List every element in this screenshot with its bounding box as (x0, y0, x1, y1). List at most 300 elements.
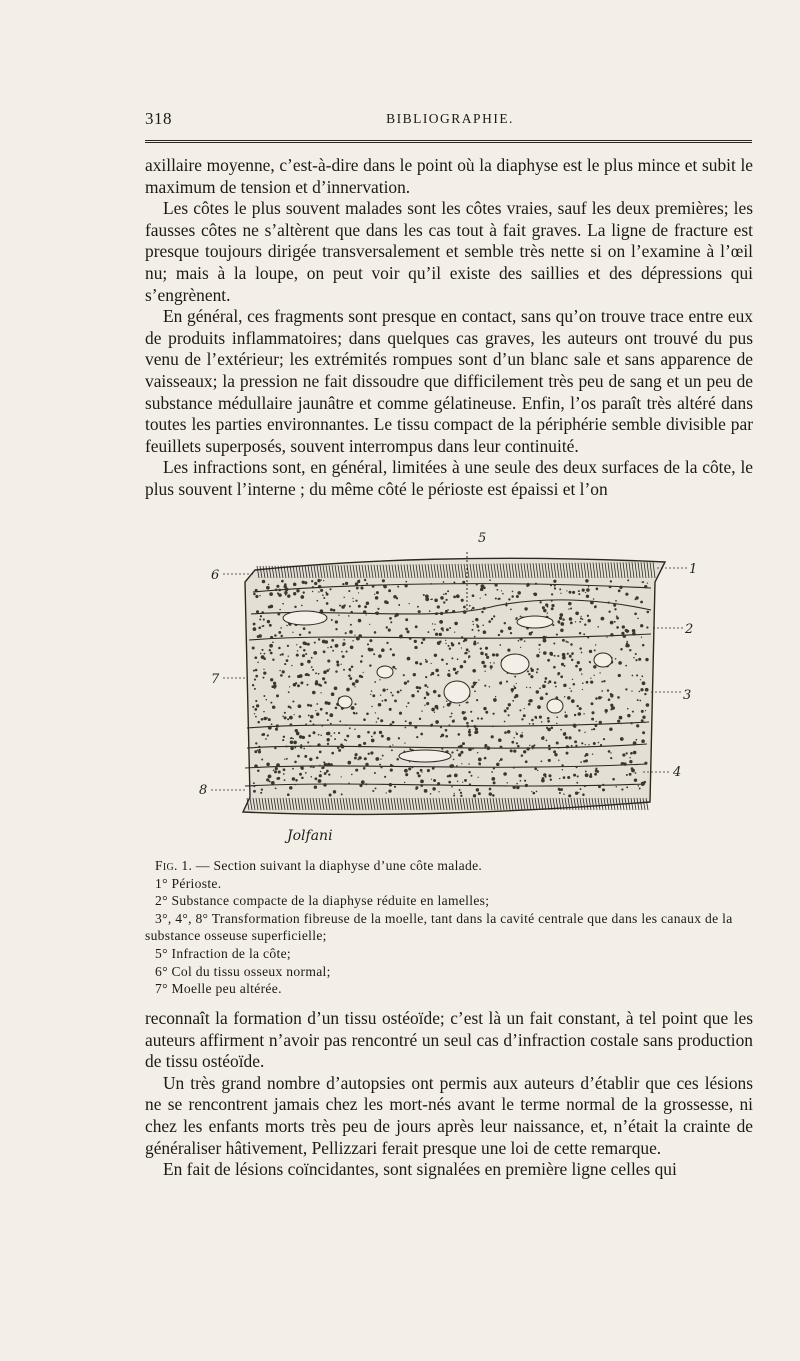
marrow-dot (610, 580, 612, 582)
marrow-dot (594, 606, 597, 609)
marrow-dot (499, 760, 500, 761)
marrow-dot (319, 774, 322, 777)
marrow-dot (545, 776, 547, 778)
marrow-dot (469, 605, 471, 607)
marrow-dot (559, 588, 561, 590)
marrow-dot (640, 688, 643, 691)
marrow-dot (579, 632, 581, 634)
marrow-dot (363, 742, 366, 745)
marrow-dot (582, 793, 585, 796)
marrow-dot (439, 633, 442, 636)
marrow-dot (516, 683, 517, 684)
marrow-dot (350, 611, 352, 613)
caption-item: 2° Substance compacte de la diaphyse réduite en lamelles; (155, 893, 490, 909)
marrow-dot (569, 655, 572, 658)
marrow-dot (286, 758, 288, 760)
marrow-dot (387, 737, 391, 741)
marrow-dot (307, 660, 311, 664)
marrow-dot (591, 711, 594, 714)
marrow-dot (471, 775, 473, 777)
marrow-dot (300, 681, 303, 684)
marrow-dot (326, 732, 329, 735)
marrow-dot (480, 652, 483, 655)
marrow-dot (554, 681, 557, 684)
marrow-dot (414, 646, 417, 649)
marrow-dot (366, 583, 368, 585)
marrow-dot (323, 783, 327, 787)
marrow-dot (330, 735, 332, 737)
marrow-dot (626, 643, 628, 645)
marrow-dot (309, 720, 311, 722)
marrow-dot (271, 685, 274, 688)
marrow-dot (497, 598, 499, 600)
marrow-dot (254, 688, 256, 690)
marrow-dot (335, 670, 337, 672)
marrow-dot (578, 593, 580, 595)
marrow-dot (312, 724, 314, 726)
caption-item: 7° Moelle peu altérée. (155, 981, 282, 997)
marrow-dot (382, 700, 384, 702)
marrow-dot (594, 724, 597, 727)
marrow-dot (607, 689, 609, 691)
marrow-dot (279, 670, 281, 672)
marrow-dot (324, 681, 327, 684)
marrow-dot (481, 661, 485, 665)
marrow-dot (633, 657, 635, 659)
marrow-dot (333, 609, 336, 612)
marrow-dot (482, 624, 484, 626)
marrow-dot (468, 657, 469, 658)
marrow-dot (288, 676, 290, 678)
marrow-dot (449, 627, 451, 629)
marrow-dot (379, 731, 382, 734)
marrow-dot (485, 653, 488, 656)
marrow-dot (276, 777, 279, 780)
marrow-dot (456, 765, 458, 767)
marrow-dot (312, 766, 314, 768)
marrow-dot (260, 653, 262, 655)
marrow-dot (577, 661, 580, 664)
marrow-dot (584, 624, 586, 626)
marrow-dot (392, 721, 395, 724)
marrow-dot (301, 767, 304, 770)
marrow-dot (599, 672, 600, 673)
marrow-dot (605, 709, 608, 712)
marrow-dot (618, 661, 622, 665)
marrow-dot (320, 589, 323, 592)
marrow-dot (569, 688, 570, 689)
marrow-dot (363, 767, 366, 770)
marrow-dot (284, 759, 285, 760)
marrow-dot (310, 765, 312, 767)
paragraph: Les côtes le plus souvent malades sont les côtes vraies, sauf les deux premières; les fausses côtes ne s’altèrent que dans les cas tout à fait graves. La ligne de fracture est presque toujours dirigée transversalement et semble très nette si on l’examine à l’œil nu; mais à la loupe, on peut voir qu’il existe des saillies et des dépressions qui s’engrènent. (145, 198, 753, 305)
marrow-dot (483, 607, 486, 610)
marrow-dot (354, 728, 356, 730)
caption-item: 6° Col du tissu osseux normal; (155, 963, 331, 979)
marrow-dot (584, 732, 585, 733)
marrow-dot (563, 732, 566, 735)
marrow-dot (593, 598, 595, 600)
marrow-dot (326, 602, 329, 605)
marrow-dot (263, 695, 265, 697)
marrow-dot (572, 591, 575, 594)
marrow-dot (528, 673, 530, 675)
marrow-dot (443, 601, 445, 603)
marrow-dot (355, 679, 359, 683)
marrow-dot (562, 656, 566, 660)
marrow-dot (578, 729, 580, 731)
marrow-dot (334, 732, 336, 734)
marrow-dot (377, 608, 379, 610)
marrow-dot (636, 674, 638, 676)
paragraph: En général, ces fragments sont presque en contact, sans qu’on trouve trace entre eux de produits inflammatoires; dans quelques cas graves, les auteurs ont trouvé du pus venu de l’extérieur; les extrémités rompues sont d’un blanc sale et sans apparence de vaisseaux; la pression ne fait dissoudre que difficilement très peu de sang et un peu de substance médullaire jaunâtre et comme gélatineuse. Enfin, l’os paraît très altéré dans toutes les parties environnantes. Le tissu compact de la périphérie semble divisible par feuillets superposés, souvent interrompus dans leur continuité. (145, 306, 753, 456)
marrow-dot (372, 585, 375, 588)
marrow-dot (371, 739, 375, 743)
marrow-dot (293, 683, 297, 687)
label-2: 2 (685, 622, 694, 637)
marrow-dot (262, 580, 266, 584)
marrow-dot (642, 731, 645, 734)
marrow-dot (630, 752, 633, 755)
marrow-dot (377, 717, 379, 719)
marrow-dot (506, 782, 507, 783)
marrow-dot (485, 711, 488, 714)
marrow-dot (360, 660, 363, 663)
marrow-dot (520, 780, 522, 782)
marrow-dot (524, 640, 526, 642)
marrow-dot (608, 750, 611, 753)
marrow-dot (446, 700, 448, 702)
marrow-dot (576, 782, 578, 784)
marrow-dot (512, 700, 514, 702)
marrow-dot (303, 748, 305, 750)
marrow-dot (461, 636, 463, 638)
marrow-dot (513, 737, 514, 738)
marrow-dot (627, 579, 629, 581)
marrow-dot (447, 609, 449, 611)
marrow-dot (540, 696, 544, 700)
marrow-dot (431, 672, 434, 675)
label-8: 8 (199, 783, 208, 798)
marrow-dot (252, 646, 255, 649)
marrow-dot (641, 710, 644, 713)
marrow-dot (381, 648, 385, 652)
marrow-dot (463, 610, 467, 614)
marrow-dot (314, 786, 317, 789)
marrow-dot (272, 658, 274, 660)
marrow-dot (462, 742, 465, 745)
marrow-dot (571, 652, 574, 655)
marrow-dot (576, 766, 578, 768)
marrow-dot (571, 699, 575, 703)
marrow-dot (498, 738, 502, 742)
marrow-dot (399, 712, 402, 715)
marrow-dot (261, 611, 264, 614)
marrow-dot (267, 734, 269, 736)
marrow-dot (575, 792, 578, 795)
marrow-dot (430, 583, 432, 585)
marrow-dot (542, 606, 545, 609)
marrow-dot (327, 659, 330, 662)
marrow-dot (328, 773, 330, 775)
marrow-dot (486, 746, 490, 750)
marrow-dot (390, 769, 393, 772)
marrow-dot (282, 670, 285, 673)
marrow-dot (457, 671, 459, 673)
paragraph: reconnaît la formation d’un tissu ostéoïde; c’est là un fait constant, à tel point que les auteurs affirment n’avoir pas rencontré un seul cas d’infraction costale sans production de tissu ostéoïde. (145, 1008, 753, 1072)
marrow-dot (566, 745, 569, 748)
marrow-dot (467, 701, 469, 703)
marrow-dot (320, 708, 323, 711)
marrow-dot (261, 733, 264, 736)
paragraph: En fait de lésions coïncidantes, sont signalées en première ligne celles qui (163, 1159, 677, 1180)
marrow-dot (375, 787, 377, 789)
marrow-dot (418, 610, 421, 613)
marrow-dot (258, 750, 261, 753)
marrow-dot (432, 767, 435, 770)
marrow-dot (507, 649, 510, 652)
marrow-dot (429, 610, 431, 612)
header-rule (145, 140, 752, 143)
marrow-dot (382, 579, 385, 582)
marrow-dot (278, 589, 281, 592)
marrow-dot (349, 727, 351, 729)
marrow-dot (463, 660, 466, 663)
marrow-dot (541, 760, 543, 762)
marrow-dot (261, 649, 263, 651)
marrow-dot (477, 625, 480, 628)
marrow-dot (437, 605, 440, 608)
marrow-dot (472, 607, 475, 610)
marrow-dot (342, 644, 344, 646)
marrow-dot (626, 774, 628, 776)
marrow-dot (537, 668, 539, 670)
marrow-dot (423, 594, 425, 596)
marrow-dot (361, 780, 365, 784)
marrow-dot (644, 585, 647, 588)
marrow-dot (481, 584, 485, 588)
marrow-dot (389, 708, 392, 711)
marrow-dot (587, 615, 589, 617)
marrow-dot (635, 659, 637, 661)
marrow-dot (342, 655, 345, 658)
marrow-dot (559, 617, 562, 620)
marrow-dot (424, 789, 428, 793)
marrow-dot (539, 651, 540, 652)
marrow-dot (478, 758, 482, 762)
marrow-dot (426, 702, 429, 705)
marrow-dot (564, 696, 566, 698)
marrow-dot (274, 688, 275, 689)
marrow-dot (510, 609, 512, 611)
marrow-dot (339, 720, 341, 722)
marrow-dot (386, 626, 388, 628)
marrow-dot (535, 583, 537, 585)
marrow-dot (324, 763, 327, 766)
body-text-top (145, 155, 753, 501)
marrow-dot (407, 657, 411, 661)
marrow-dot (461, 763, 462, 764)
marrow-dot (582, 689, 583, 690)
marrow-dot (453, 794, 455, 796)
marrow-dot (358, 744, 361, 747)
marrow-dot (300, 746, 303, 749)
marrow-dot (297, 755, 300, 758)
marrow-dot (303, 641, 306, 644)
marrow-dot (443, 581, 445, 583)
marrow-dot (575, 621, 576, 622)
marrow-dot (492, 713, 494, 715)
marrow-dot (396, 597, 398, 599)
marrow-dot (254, 713, 255, 714)
marrow-dot (425, 659, 427, 661)
marrow-dot (561, 663, 564, 666)
marrow-dot (489, 579, 491, 581)
marrow-dot (274, 770, 277, 773)
marrow-dot (343, 639, 345, 641)
marrow-dot (565, 641, 567, 643)
marrow-dot (331, 619, 333, 621)
marrow-dot (434, 712, 435, 713)
marrow-dot (591, 702, 594, 705)
marrow-dot (253, 593, 256, 596)
marrow-dot (435, 612, 438, 615)
marrow-dot (418, 774, 421, 777)
marrow-dot (430, 793, 432, 795)
marrow-dot (374, 594, 375, 595)
marrow-dot (300, 663, 303, 666)
marrow-dot (483, 630, 487, 634)
marrow-dot (417, 690, 419, 692)
marrow-dot (585, 773, 589, 777)
marrow-dot (285, 588, 289, 592)
marrow-dot (255, 742, 257, 744)
marrow-dot (440, 612, 443, 615)
marrow-dot (327, 763, 330, 766)
marrow-dot (414, 726, 417, 729)
marrow-dot (292, 738, 293, 739)
marrow-dot (320, 771, 322, 773)
marrow-dot (532, 748, 533, 749)
marrow-dot (299, 735, 303, 739)
marrow-dot (477, 717, 479, 719)
marrow-dot (562, 618, 564, 620)
marrow-dot (625, 593, 628, 596)
marrow-dot (620, 737, 624, 741)
marrow-dot (387, 689, 389, 691)
marrow-dot (508, 626, 512, 630)
marrow-dot (617, 720, 620, 723)
marrow-dot (519, 637, 522, 640)
marrow-dot (580, 617, 582, 619)
marrow-dot (592, 753, 593, 754)
marrow-dot (516, 742, 518, 744)
marrow-dot (396, 758, 399, 761)
marrow-dot (384, 699, 387, 702)
marrow-dot (461, 599, 464, 602)
marrow-dot (543, 639, 547, 643)
marrow-dot (356, 637, 358, 639)
bone-cavity (547, 699, 563, 713)
marrow-dot (268, 606, 271, 609)
marrow-dot (577, 705, 579, 707)
marrow-dot (610, 752, 611, 753)
marrow-dot (390, 648, 392, 650)
marrow-dot (508, 703, 511, 706)
marrow-dot (570, 622, 573, 625)
marrow-dot (400, 689, 402, 691)
marrow-dot (480, 598, 481, 599)
marrow-dot (519, 709, 521, 711)
paragraph: Un très grand nombre d’autopsies ont permis aux auteurs d’établir que ces lésions ne se rencontrent jamais chez les mort-nés avant le terme normal de la grossesse, ni chez les enfants morts très peu de jours après leur naissance, et, n’était la crainte de généraliser hâtivement, Pellizzari ferait presque une loi de cette remarque. (145, 1072, 753, 1158)
caption-title (145, 857, 757, 875)
marrow-dot (528, 703, 531, 706)
marrow-dot (525, 784, 528, 787)
marrow-dot (431, 663, 432, 664)
marrow-dot (283, 773, 285, 775)
marrow-dot (302, 581, 305, 584)
marrow-dot (257, 662, 259, 664)
marrow-dot (587, 619, 590, 622)
marrow-dot (516, 786, 519, 789)
marrow-dot (447, 645, 449, 647)
marrow-dot (588, 744, 589, 745)
marrow-dot (464, 779, 467, 782)
marrow-dot (526, 687, 527, 688)
marrow-dot (348, 590, 350, 592)
marrow-dot (354, 686, 355, 687)
marrow-dot (405, 618, 408, 621)
marrow-dot (433, 690, 437, 694)
marrow-dot (382, 755, 384, 757)
marrow-dot (498, 634, 500, 636)
marrow-dot (449, 716, 450, 717)
marrow-dot (446, 663, 448, 665)
marrow-dot (441, 658, 444, 661)
marrow-dot (631, 690, 632, 691)
marrow-dot (370, 648, 373, 651)
marrow-dot (253, 790, 256, 793)
paragraph: Les infractions sont, en général, limitées à une seule des deux surfaces de la côte, le plus souvent l’interne ; du même côté le périoste est épaissi et l’on (145, 457, 753, 499)
marrow-dot (318, 591, 319, 592)
marrow-dot (282, 716, 284, 718)
marrow-dot (261, 718, 264, 721)
marrow-dot (517, 745, 520, 748)
marrow-dot (275, 767, 278, 770)
marrow-dot (606, 636, 607, 637)
marrow-dot (379, 679, 380, 680)
marrow-dot (445, 599, 447, 601)
marrow-dot (427, 686, 429, 688)
marrow-dot (567, 653, 569, 655)
marrow-dot (595, 644, 596, 645)
marrow-dot (626, 631, 628, 633)
marrow-dot (252, 684, 254, 686)
marrow-dot (590, 678, 591, 679)
marrow-dot (351, 774, 353, 776)
marrow-dot (580, 761, 582, 763)
marrow-dot (597, 626, 599, 628)
marrow-dot (642, 716, 645, 719)
marrow-dot (294, 761, 297, 764)
marrow-dot (623, 762, 626, 765)
marrow-dot (572, 679, 573, 680)
marrow-dot (273, 682, 276, 685)
marrow-dot (427, 769, 430, 772)
marrow-dot (330, 723, 332, 725)
marrow-dot (478, 777, 479, 778)
marrow-dot (259, 595, 260, 596)
